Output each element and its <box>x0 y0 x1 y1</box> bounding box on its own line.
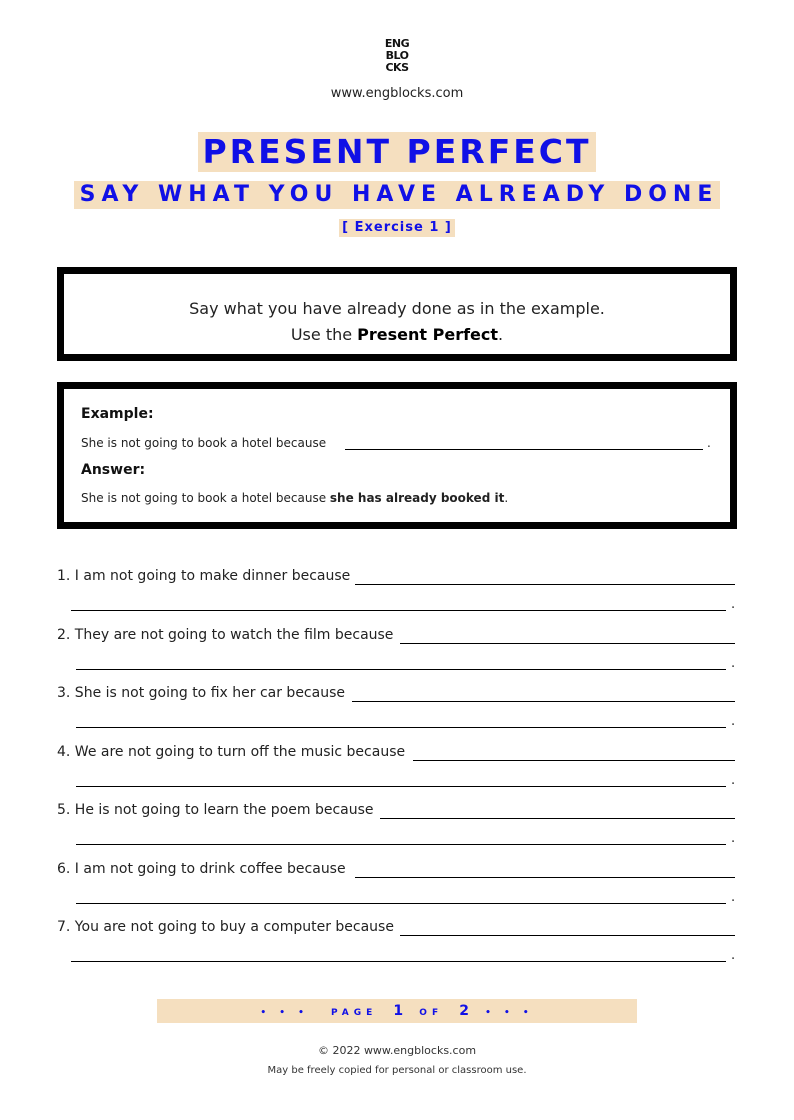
instructions-box <box>57 267 737 361</box>
answer-line[interactable] <box>355 877 735 878</box>
logo-line: ENG <box>384 37 410 50</box>
engblocks-logo <box>0 38 794 74</box>
example-box <box>57 382 737 529</box>
line-period: . <box>731 890 736 905</box>
example-text: She is not going to book a hotel because <box>81 436 327 450</box>
line-period: . <box>731 714 736 729</box>
answer-label: Answer: <box>81 462 146 478</box>
question-1: 1. I am not going to make dinner because <box>57 568 351 584</box>
logo-line: BLO <box>385 49 409 62</box>
pager-dots-left: • • • <box>260 1008 309 1018</box>
logo-line: CKS <box>385 61 409 74</box>
answer-line[interactable] <box>352 701 735 702</box>
answer-line[interactable] <box>400 935 735 936</box>
license-text: May be freely copied for personal or classroom use. <box>267 1065 527 1076</box>
instruction-text: Use the <box>290 325 358 344</box>
example-blank <box>345 449 703 450</box>
answer-prefix: She is not going to book a hotel because <box>81 491 330 505</box>
pager-dots-right: • • • <box>485 1008 534 1018</box>
line-period: . <box>731 656 736 671</box>
pager-of-word: OF <box>419 1008 444 1018</box>
instruction-line-2 <box>64 322 730 348</box>
question-2: 2. They are not going to watch the film because <box>57 627 394 643</box>
question-3: 3. She is not going to fix her car because <box>57 685 345 701</box>
instruction-period: . <box>498 325 504 344</box>
pager-page-word: PAGE <box>330 1008 378 1018</box>
answer-line[interactable] <box>71 610 726 611</box>
question-7: 7. You are not going to buy a computer because <box>57 919 394 935</box>
answer-line[interactable] <box>400 643 735 644</box>
answer-text <box>81 491 508 505</box>
page-indicator <box>157 999 637 1023</box>
line-period: . <box>731 773 736 788</box>
answer-line[interactable] <box>76 844 726 845</box>
question-4: 4. We are not going to turn off the music because <box>57 744 406 760</box>
question-5: 5. He is not going to learn the poem because <box>57 802 374 818</box>
answer-line[interactable] <box>76 786 726 787</box>
pager-total: 2 <box>459 1003 469 1019</box>
answer-line[interactable] <box>76 669 726 670</box>
answer-line[interactable] <box>76 727 726 728</box>
page-title: PRESENT PERFECT <box>198 132 595 172</box>
answer-line[interactable] <box>76 903 726 904</box>
site-url[interactable]: www.engblocks.com <box>330 86 464 101</box>
copyright-text: © 2022 www.engblocks.com <box>317 1044 477 1057</box>
answer-bold: she has already booked it <box>329 491 505 505</box>
example-label: Example: <box>81 406 154 422</box>
answer-line[interactable] <box>71 961 726 962</box>
pager-current: 1 <box>393 1003 404 1019</box>
instruction-line-1: Say what you have already done as in the example. <box>189 299 605 318</box>
instruction-bold: Present Perfect <box>357 325 499 344</box>
answer-line[interactable] <box>355 584 735 585</box>
question-6: 6. I am not going to drink coffee because <box>57 861 346 877</box>
example-period: . <box>707 436 711 450</box>
answer-line[interactable] <box>380 818 735 819</box>
answer-period: . <box>504 491 509 505</box>
page-subtitle: SAY WHAT YOU HAVE ALREADY DONE <box>74 181 721 209</box>
line-period: . <box>731 831 736 846</box>
exercise-tag: [ Exercise 1 ] <box>339 219 455 237</box>
answer-line[interactable] <box>413 760 735 761</box>
line-period: . <box>731 597 736 612</box>
line-period: . <box>731 948 736 963</box>
